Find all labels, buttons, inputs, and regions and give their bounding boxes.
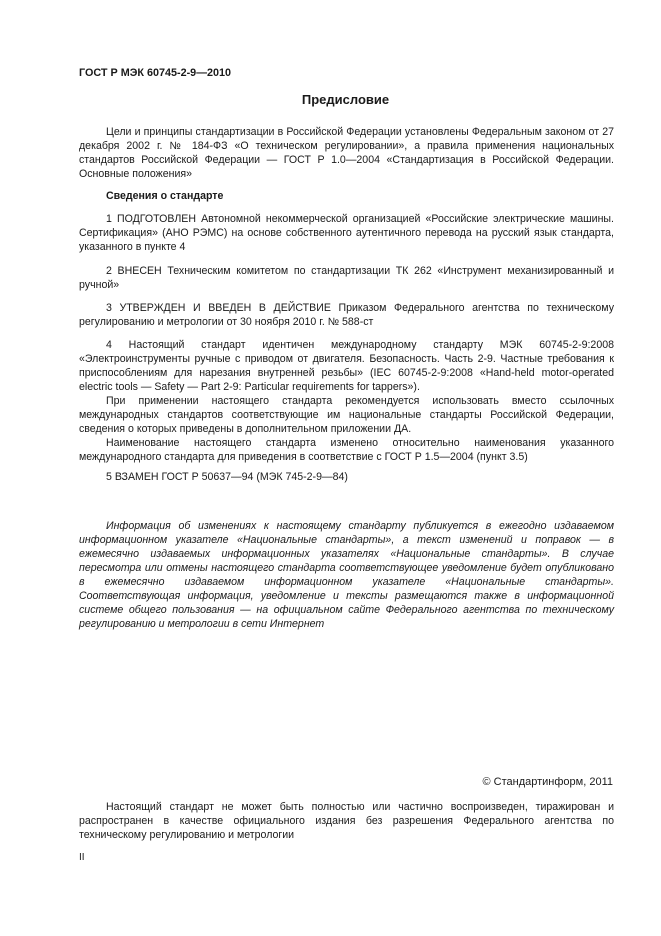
item-4-name-change: Наименование настоящего стандарта изменено относительно наименования указанного международного стандарта для приведения в соответствие с ГОСТ Р 1.5—2004 (пункт 3.5) [79,437,614,463]
info-heading: Сведения о стандарте [106,190,224,202]
item-5 [79,470,614,484]
copyright: © Стандартинформ, 2011 [482,776,613,788]
item-2-text: 2 ВНЕСЕН Техническим комитетом по стандартизации ТК 262 «Инструмент механизированный и ручной» [79,265,614,291]
item-5-text: 5 ВЗАМЕН ГОСТ Р 50637—94 (МЭК 745-2-9—84) [106,471,348,483]
intro-text: Цели и принципы стандартизации в Российской Федерации установлены Федеральным законом от 27 декабря 2002 г. № 184-ФЗ «О техническом регулировании», а правила применения национальных стандартов Российской Федерации — ГОСТ Р 1.0—2004 «Стандартизация в Российской Федерации. Основные положения» [79,126,614,180]
item-1 [79,212,614,254]
item-4-note: При применении настоящего стандарта рекомендуется использовать вместо ссылочных международных стандартов соответствующие им национальные стандарты Российской Федерации, сведения о которых приведены в дополнительном приложении ДА. [79,395,614,435]
item-4 [79,338,614,464]
item-3 [79,301,614,329]
page-title: Предисловие [301,92,390,107]
item-2 [79,264,614,292]
rights-text: Настоящий стандарт не может быть полностью или частично воспроизведен, тиражирован и распространен в качестве официального издания без разрешения Федерального агентства по техническому регулированию и метрологии [79,801,614,841]
notice-paragraph [79,519,614,631]
intro-paragraph [79,125,614,181]
document-header: ГОСТ Р МЭК 60745-2-9—2010 [79,67,232,79]
item-3-text: 3 УТВЕРЖДЕН И ВВЕДЕН В ДЕЙСТВИЕ Приказом Федерального агентства по техническому регулированию и метрологии от 30 ноября 2010 г. № 588-ст [79,302,614,328]
rights-paragraph [79,800,614,842]
item-4-text: 4 Настоящий стандарт идентичен международному стандарту МЭК 60745-2-9:2008 «Электроинструменты ручные с приводом от двигателя. Безопасность. Часть 2-9. Частные требования к приспособлениям для нарезания внутренней резьбы» (IEC 60745-2-9:2008 «Hand-held motor-operated electric tools — Safety — Part 2-9: Particular requirements for tappers»). [79,339,614,393]
notice-text: Информация об изменениях к настоящему стандарту публикуется в ежегодно издаваемом информационном указателе «Национальные стандарты», а текст изменений и поправок — в ежемесячно издаваемых информационных указателях «Национальные стандарты». В случае пересмотра или отмены настоящего стандарта соответствующее уведомление будет опубликовано в ежемесячно издаваемом информационном указателе «Национальные стандарты». Соответствующая информация, уведомление и тексты размещаются также в информационной системе общего пользования — на официальном сайте Федерального агентства по техническому регулированию и метрологии в сети Интернет [79,520,614,630]
page-number: II [79,852,85,863]
item-1-text: 1 ПОДГОТОВЛЕН Автономной некоммерческой организацией «Российские электрические машины. Сертификация» (АНО РЭМС) на основе собственного аутентичного перевода на русский язык стандарта, указанного в пункте 4 [79,213,614,253]
